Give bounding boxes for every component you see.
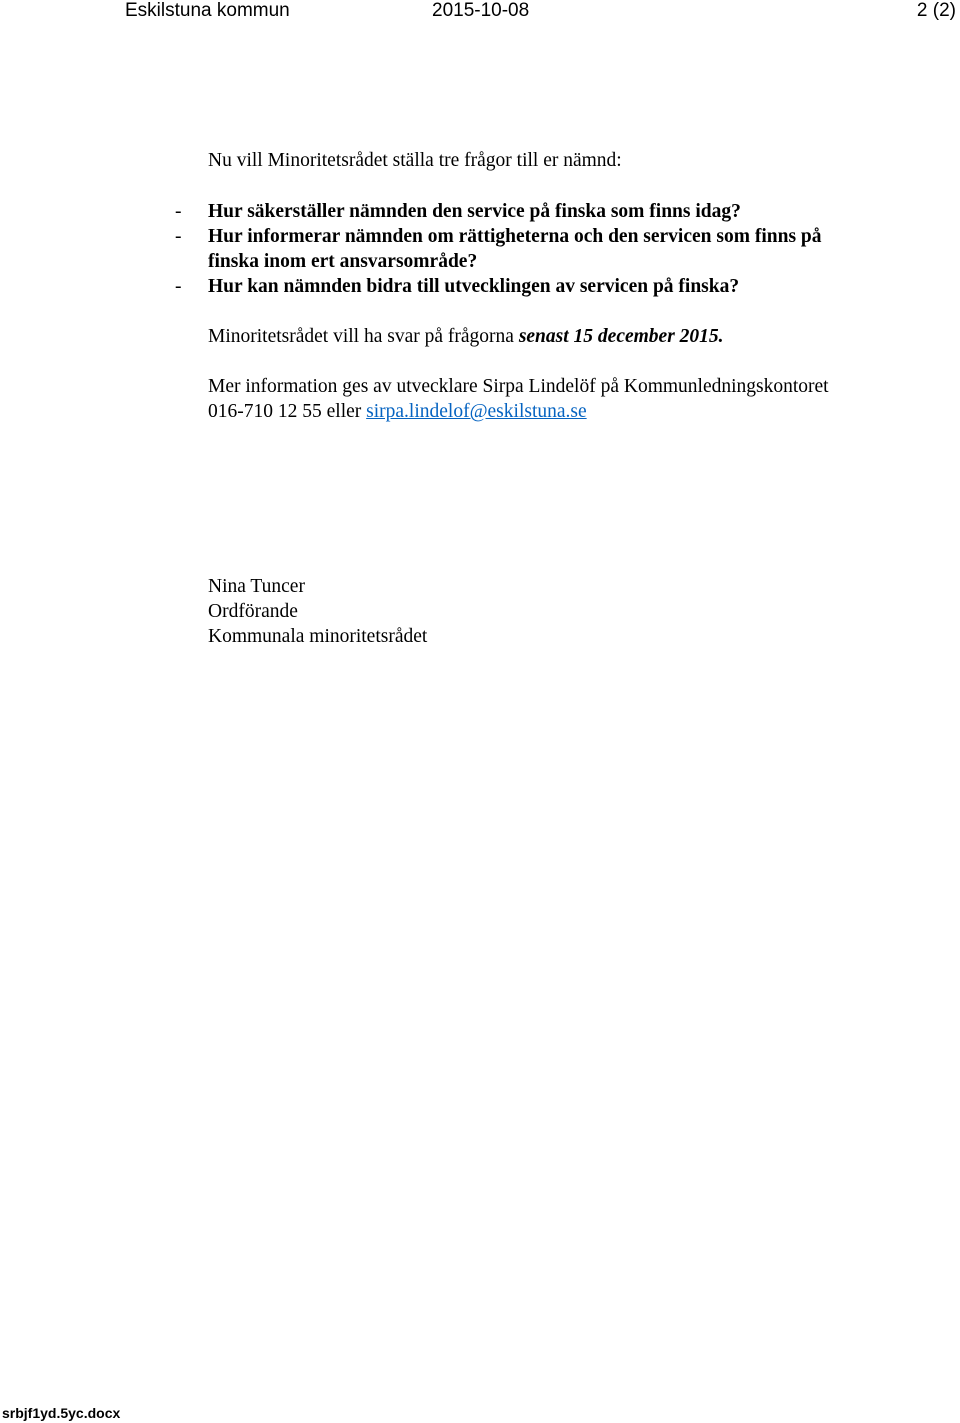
list-marker: - [175, 276, 182, 297]
signature-organization: Kommunala minoritetsrådet [208, 626, 428, 647]
deadline-prefix: Minoritetsrådet vill ha svar på frågorna [208, 326, 519, 347]
header-organization: Eskilstuna kommun [125, 0, 290, 21]
list-marker: - [175, 226, 182, 247]
list-marker: - [175, 201, 182, 222]
header-date: 2015-10-08 [432, 0, 530, 21]
deadline-date: senast 15 december 2015. [518, 326, 724, 347]
question-text: Hur informerar nämnden om rättigheterna och den servicen som finns på finska inom ert ansvarsområde? [208, 226, 822, 272]
question-item [0, 274, 868, 299]
signature-name: Nina Tuncer [208, 576, 305, 597]
contact-email-link[interactable]: sirpa.lindelof@eskilstuna.se [366, 401, 587, 422]
contact-paragraph [208, 374, 948, 424]
deadline-paragraph [208, 324, 948, 349]
question-item [0, 199, 868, 224]
page-header [0, 0, 960, 24]
footer-filename: srbjf1yd.5yc.docx [2, 1405, 121, 1421]
question-item [0, 224, 868, 274]
question-text: Hur säkerställer nämnden den service på finska som finns idag? [208, 201, 741, 222]
header-page-number: 2 (2) [916, 0, 956, 21]
contact-phone: 016-710 12 55 eller [208, 401, 367, 422]
intro-paragraph: Nu vill Minoritetsrådet ställa tre frågor till er nämnd: [208, 150, 622, 171]
signature-block [208, 574, 948, 649]
signature-title: Ordförande [208, 601, 298, 622]
question-text: Hur kan nämnden bidra till utvecklingen av servicen på finska? [208, 276, 740, 297]
question-list [0, 199, 960, 299]
contact-line: Mer information ges av utvecklare Sirpa Lindelöf på Kommunledningskontoret [208, 376, 829, 397]
